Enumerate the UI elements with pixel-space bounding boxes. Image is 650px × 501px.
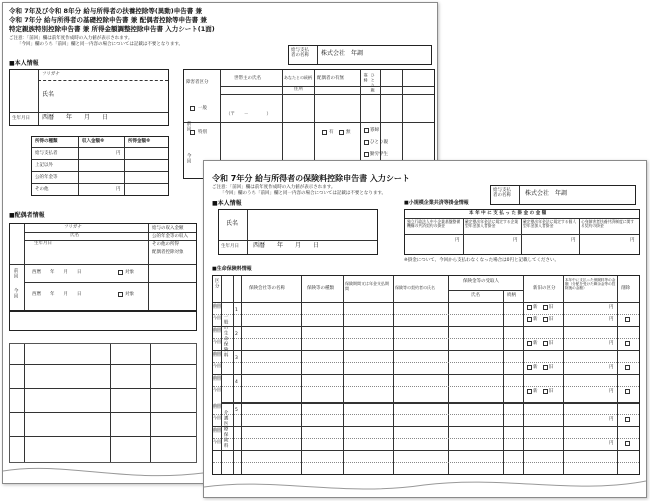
kyosai-yen-3: 円 xyxy=(571,238,576,243)
spouse-no-checkbox[interactable] xyxy=(339,130,344,135)
row3-mae: 前回 xyxy=(213,351,221,356)
kyosai-header: 本 年 中 に 支 払 っ た 掛 金 の 金 額 xyxy=(469,211,547,216)
col-relation: 続柄 xyxy=(507,293,516,298)
spouse-name: 氏名 xyxy=(70,233,79,238)
row4-delete-checkbox[interactable] xyxy=(625,389,630,394)
spouse-target-checkbox-2[interactable] xyxy=(118,292,123,297)
row4-kon: 今回 xyxy=(213,387,221,392)
row1-kon: 今回 xyxy=(213,315,221,320)
back-payer-label: 給与支払 者の名称 xyxy=(291,48,309,59)
col-amount: 本年中に支払った保険料等の金額（分配を受けた剰余金等の控除後の金額） xyxy=(565,278,616,291)
col-period: 保険期間又は年金支払期間 xyxy=(345,281,389,291)
householder-label: 世帯主の氏名 xyxy=(234,76,261,81)
spouse-pension: 公的年金等の収入 xyxy=(152,234,188,239)
spouse-mae-label: 前回 xyxy=(13,268,19,279)
row3-old-checkbox[interactable] xyxy=(543,365,548,370)
group-general-life: 一般の生命保険料 xyxy=(223,314,229,358)
front-title: 令和 7年分 給与所得者の保険料控除申告書 入力シート xyxy=(212,174,410,183)
back-furigana-label: フリガナ xyxy=(42,72,60,77)
row5-yen: 円 xyxy=(609,417,614,422)
spouse-target-checkbox[interactable] xyxy=(118,270,123,275)
row5-delete-checkbox[interactable] xyxy=(625,417,630,422)
row1-yen-kon: 円 xyxy=(609,317,614,322)
spouse-birth-value-2[interactable]: 西暦 年 月 日 xyxy=(32,292,82,297)
row3-yen: 円 xyxy=(609,365,614,370)
spouse-other: その他の所得 xyxy=(152,242,179,247)
row2-delete-checkbox[interactable] xyxy=(625,341,630,346)
row-number-2: 2 xyxy=(235,332,238,337)
col-recipient: 保険金等の受取人 xyxy=(463,279,499,284)
spouse-target-label-2: 対象 xyxy=(125,292,134,297)
back-title-line-1: 令和 7年及び令和 8年分 給与所得者の扶養控除等(異動)申告書 兼 xyxy=(9,7,203,15)
back-spouse-table xyxy=(9,223,197,311)
spouse-yes-checkbox[interactable] xyxy=(322,130,327,135)
front-note-2: 「今回」欄のうち「前回」欄と同一内容の場合については記載は不要となります。 xyxy=(220,191,387,196)
single-parent-checkbox[interactable] xyxy=(364,140,369,145)
row1-delete-checkbox[interactable] xyxy=(625,317,630,322)
spouse-target-label: 対象 xyxy=(125,270,134,275)
working-student-checkbox[interactable] xyxy=(364,152,369,157)
front-payer-label: 給与支払 者の名称 xyxy=(493,188,511,199)
row-number-5: 5 xyxy=(235,408,238,413)
kyosai-col-3: 確定拠出年金法に規定する個人型年金加入者掛金 xyxy=(523,219,577,229)
widow-label: 寡婦 xyxy=(363,73,369,83)
col-newold: 新旧の区分 xyxy=(533,286,556,291)
back-title-line-2: 令和 7年分 給与所得者の基礎控除申告書 兼 配偶者控除等申告書 兼 xyxy=(9,16,207,24)
front-name-label: 氏名 xyxy=(226,220,239,227)
spouse-furigana: フリガナ xyxy=(64,225,82,230)
income-header-kind: 所得の種類 xyxy=(35,139,58,144)
back-note-1: ご注意：「前回」欄は前年度作成時の入力値が表示されます。 xyxy=(9,36,133,41)
income-yen-1: 円 xyxy=(116,151,121,156)
spouse-birth-value[interactable]: 西暦 年 月 日 xyxy=(32,270,82,275)
back-payer-value: 株式会社 年調 xyxy=(321,50,364,57)
row2-old-label: 旧 xyxy=(549,341,554,346)
row-number-4: 4 xyxy=(235,380,238,385)
row1-old-label: 旧 xyxy=(549,305,554,310)
col-delete: 削除 xyxy=(621,286,630,291)
income-row-misc: その他 xyxy=(35,187,49,192)
kyosai-yen-2: 円 xyxy=(513,238,518,243)
row1-new-label-kon: 新 xyxy=(533,317,538,322)
row1-old-checkbox[interactable] xyxy=(543,305,548,310)
kyosai-yen-1: 円 xyxy=(455,238,460,243)
row1-mae: 前回 xyxy=(213,303,221,308)
spouse-yes-label: 有 xyxy=(329,130,334,135)
front-section-insurance: ■生命保険料情報 xyxy=(212,266,252,272)
row1-new-checkbox[interactable] xyxy=(527,305,532,310)
row-number-3: 3 xyxy=(235,356,238,361)
income-yen-2: 円 xyxy=(116,187,121,192)
row3-new-label: 新 xyxy=(533,365,538,370)
col-company: 保険会社等の名称 xyxy=(249,286,285,291)
row1-yen: 円 xyxy=(609,305,614,310)
col-holder: 保険等の契約者の氏名 xyxy=(395,285,435,290)
col-recipient-name: 氏名 xyxy=(471,293,480,298)
row1-new-checkbox-kon[interactable] xyxy=(527,317,532,322)
front-payer-value: 株式会社 年調 xyxy=(525,190,568,197)
back-note-2: 「今回」欄のうち「前回」欄と同一内容の場合については記載は不要となります。 xyxy=(17,42,184,47)
relation-label: あなたとの続柄 xyxy=(284,75,312,80)
row4-new-label: 新 xyxy=(533,389,538,394)
row2-new-checkbox[interactable] xyxy=(527,341,532,346)
spouse-income: 給与の収入金額 xyxy=(152,226,184,231)
back-personal-box xyxy=(9,69,169,126)
widow-check-label: 寡婦 xyxy=(370,128,379,133)
income-row-payer: 給与支払者 xyxy=(35,151,58,156)
row4-old-label: 旧 xyxy=(549,389,554,394)
row1-new-label: 新 xyxy=(533,305,538,310)
row6-kon: 今回 xyxy=(213,439,221,444)
ippan-label-1: 一般 xyxy=(198,106,207,111)
back-section-personal: ■本人情報 xyxy=(9,60,39,67)
insurance-table xyxy=(212,275,640,475)
row4-old-checkbox[interactable] xyxy=(543,389,548,394)
ippan-checkbox-1[interactable] xyxy=(190,106,195,111)
back-mae-label: 前回 xyxy=(186,121,192,132)
row2-yen: 円 xyxy=(609,341,614,346)
row4-mae: 前回 xyxy=(213,375,221,380)
row2-old-checkbox[interactable] xyxy=(543,341,548,346)
single-parent-label: ひとり親 xyxy=(370,73,376,93)
back-section-spouse: ■配偶者情報 xyxy=(9,212,45,219)
row2-mae: 前回 xyxy=(213,327,221,332)
back-spouse-bottom xyxy=(9,311,197,331)
back-kon-label: 今回 xyxy=(186,153,192,164)
row-number-1: 1 xyxy=(235,308,238,313)
income-header-income: 所得金額※ xyxy=(128,139,151,144)
kyosai-col-1: 独立行政法人中小企業基盤整備機構の共済契約の掛金 xyxy=(407,219,461,229)
row3-delete-checkbox[interactable] xyxy=(625,365,630,370)
kyosai-col-2: 確定拠出年金法に規定する企業型年金加入者掛金 xyxy=(465,219,519,229)
spouse-birth: 生年月日 xyxy=(34,241,52,246)
row3-kon: 今回 xyxy=(213,363,221,368)
front-section-kyosai: ■小規模企業共済等掛金情報 xyxy=(404,200,469,206)
front-personal-box xyxy=(218,209,378,255)
front-birth-label: 生年月日 xyxy=(221,244,239,249)
kyosai-note: ※掛金について、今回から支払わなくなった場合は0円と記載してください。 xyxy=(404,258,559,263)
back-payer-box xyxy=(288,45,432,65)
spouse-presence-label: 配偶者の有無 xyxy=(317,76,344,81)
spouse-deduction: 配偶者控除対象 xyxy=(152,250,184,255)
kyosai-col-4: 心身障害者扶養共済制度に関する契約の掛金 xyxy=(581,219,635,229)
address-label: 住所 xyxy=(294,87,303,92)
back-title-line-3: 特定親族特別控除申告書 兼 所得金額調整控除申告書 入力シート(1面) xyxy=(9,25,215,33)
col-kubun: 区分 xyxy=(214,278,220,289)
front-birth-value[interactable]: 西暦 年 月 日 xyxy=(253,242,320,249)
insurance-deduction-sheet-front xyxy=(203,160,647,498)
row6-mae: 前回 xyxy=(213,427,221,432)
row6-yen: 円 xyxy=(609,441,614,446)
back-birth-value[interactable]: 西暦 年 月 日 xyxy=(42,114,109,121)
widow-checkbox[interactable] xyxy=(364,128,369,133)
back-lower-grid xyxy=(9,343,197,463)
single-parent-check-label: ひとり親 xyxy=(370,140,388,145)
row4-yen: 円 xyxy=(609,389,614,394)
back-birth-label: 生年月日 xyxy=(12,116,30,121)
front-note-1: ご注意：「前回」欄は前年度作成時の入力値が表示されます。 xyxy=(212,185,336,190)
address-placeholder[interactable]: （〒 － ） xyxy=(226,112,271,117)
front-section-personal: ■本人情報 xyxy=(212,200,242,207)
row6-delete-checkbox[interactable] xyxy=(625,441,630,446)
row4-new-checkbox[interactable] xyxy=(527,389,532,394)
row2-kon: 今回 xyxy=(213,339,221,344)
front-payer-box xyxy=(490,185,636,205)
back-income-table xyxy=(31,136,169,196)
row1-old-label-kon: 旧 xyxy=(549,317,554,322)
group-medical: 介護医療保険料 xyxy=(223,410,229,449)
income-row-other: 上記以外 xyxy=(35,163,53,168)
spouse-kon-label: 今回 xyxy=(13,288,19,299)
income-row-pension: 公的年金等 xyxy=(35,175,58,180)
income-header-revenue: 収入金額※ xyxy=(82,139,105,144)
row5-mae: 前回 xyxy=(213,403,221,408)
disability-label: 障害者区分 xyxy=(186,80,209,85)
row2-new-label: 新 xyxy=(533,341,538,346)
row5-kon: 今回 xyxy=(213,415,221,420)
row3-old-label: 旧 xyxy=(549,365,554,370)
row1-old-checkbox-kon[interactable] xyxy=(543,317,548,322)
spouse-no-label: 無 xyxy=(346,130,351,135)
kyosai-table xyxy=(404,209,640,255)
row3-new-checkbox[interactable] xyxy=(527,365,532,370)
tokubetsu-label-1: 特別 xyxy=(198,130,207,135)
col-type: 保険等の種類 xyxy=(307,286,334,291)
front-sheet-torn-edge xyxy=(204,475,646,497)
working-student-check-label: 勤労学生 xyxy=(370,152,388,157)
kyosai-yen-4: 円 xyxy=(630,238,635,243)
back-name-label: 氏名 xyxy=(42,91,55,98)
